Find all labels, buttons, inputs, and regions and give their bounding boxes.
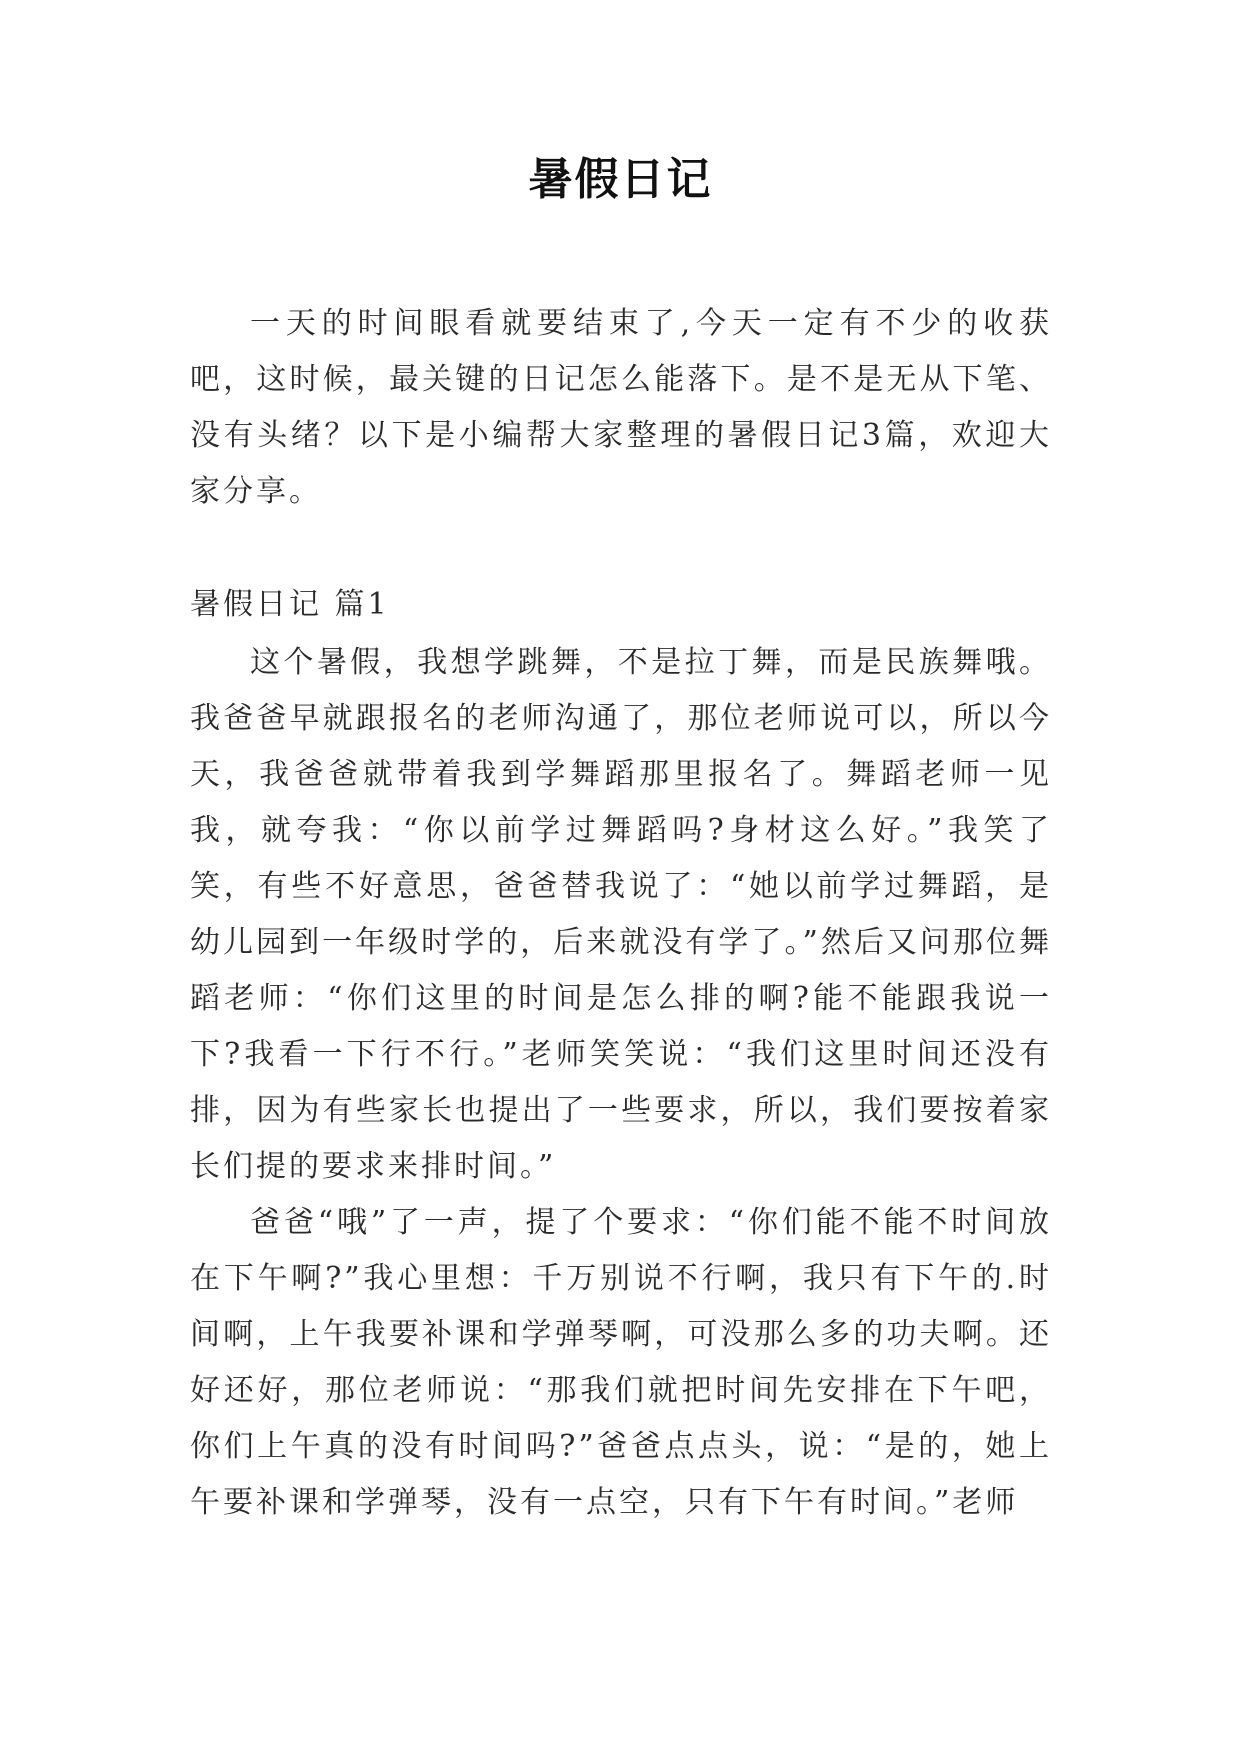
document-title: 暑假日记 xyxy=(528,154,713,205)
body-paragraph: 这个暑假，我想学跳舞，不是拉丁舞，而是民族舞哦。我爸爸早就跟报名的老师沟通了，那位老师说可以，所以今天，我爸爸就带着我到学舞蹈那里报名了。舞蹈老师一见我，就夸我：“你以前学过舞蹈吗?身材这么好。”我笑了笑，有些不好意思，爸爸替我说了：“她以前学过舞蹈，是幼儿园到一年级时学的，后来就没有学了。”然后又问那位舞蹈老师：“你们这里的时间是怎么排的啊?能不能跟我说一下?我看一下行不行。”老师笑笑说：“我们这里时间还没有排，因为有些家长也提出了一些要求，所以，我们要按着家长们提的要求来排时间。” xyxy=(190,645,1052,1184)
intro-block xyxy=(190,296,1052,520)
section-heading: 暑假日记 篇1 xyxy=(190,587,390,622)
body-text xyxy=(190,635,1052,1531)
intro-paragraph: 一天的时间眼看就要结束了,今天一定有不少的收获吧，这时候，最关键的日记怎么能落下。是不是无从下笔、没有头绪？以下是小编帮大家整理的暑假日记3篇，欢迎大家分享。 xyxy=(190,306,1052,509)
body-paragraph: 爸爸“哦”了一声，提了个要求：“你们能不能不时间放在下午啊?”我心里想：千万别说不行啊，我只有下午的.时间啊，上午我要补课和学弹琴啊，可没那么多的功夫啊。还好还好，那位老师说：“那我们就把时间先安排在下午吧，你们上午真的没有时间吗?”爸爸点点头，说：“是的，她上午要补课和学弹琴，没有一点空，只有下午有时间。”老师 xyxy=(190,1205,1052,1520)
